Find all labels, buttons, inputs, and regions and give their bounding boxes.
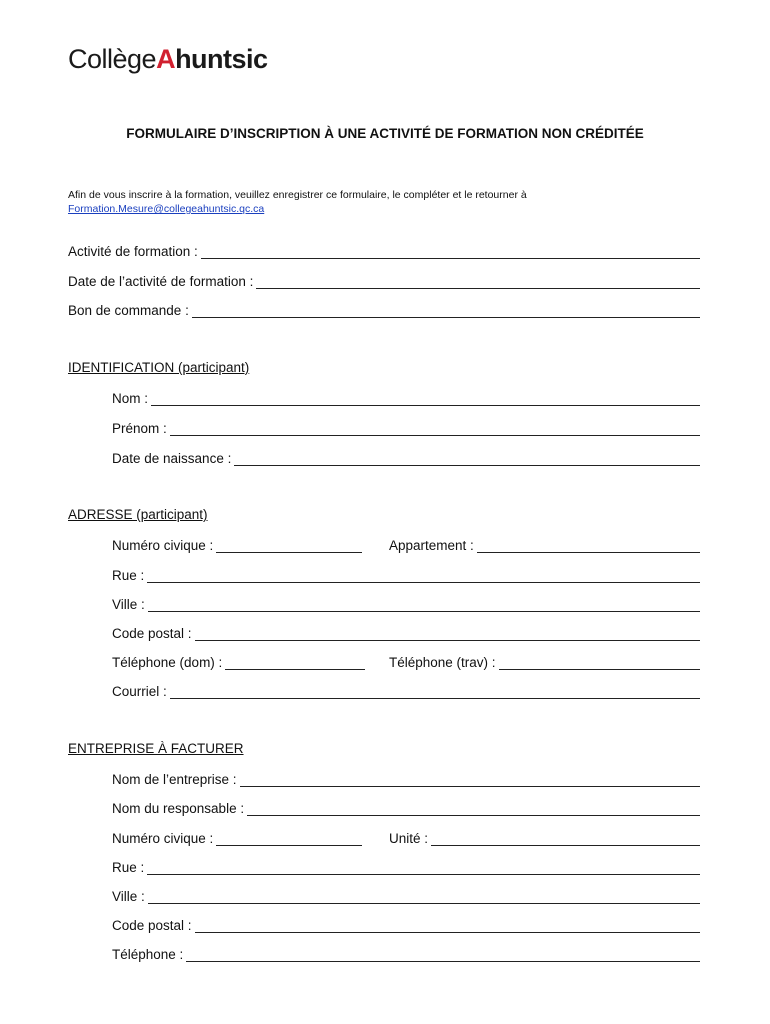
field-nom-entreprise[interactable]	[112, 769, 700, 787]
fill-line[interactable]	[225, 656, 365, 670]
field-label: Date de naissance :	[112, 451, 232, 466]
field-label: Unité :	[389, 831, 429, 846]
fill-line[interactable]	[216, 539, 362, 553]
fill-line[interactable]	[234, 452, 700, 466]
field-entreprise-numero-civique[interactable]	[112, 828, 370, 846]
field-label: Téléphone (trav) :	[389, 655, 496, 670]
fill-line[interactable]	[170, 422, 700, 436]
field-label: Code postal :	[112, 626, 192, 641]
fill-line[interactable]	[201, 245, 700, 259]
fill-line[interactable]	[151, 392, 700, 406]
field-appartement[interactable]	[389, 535, 700, 553]
fill-line[interactable]	[216, 832, 362, 846]
fill-line[interactable]	[431, 832, 700, 846]
field-label: Ville :	[112, 597, 145, 612]
field-label: Ville :	[112, 889, 145, 904]
field-date-naissance[interactable]	[112, 448, 700, 466]
field-courriel[interactable]	[112, 681, 700, 699]
field-label: Bon de commande :	[68, 303, 189, 318]
field-label: Activité de formation :	[68, 244, 198, 259]
college-logo	[68, 44, 268, 75]
form-title: FORMULAIRE D’INSCRIPTION À UNE ACTIVITÉ DE FORMATION NON CRÉDITÉE	[126, 126, 644, 141]
field-label: Appartement :	[389, 538, 474, 553]
field-nom-responsable[interactable]	[112, 798, 700, 816]
intro-paragraph	[68, 188, 708, 216]
field-label: Nom de l’entreprise :	[112, 772, 237, 787]
field-label: Nom du responsable :	[112, 801, 245, 816]
fill-line[interactable]	[247, 802, 700, 816]
logo-word-college: Collège	[68, 44, 157, 74]
field-label: Date de l’activité de formation :	[68, 274, 254, 289]
field-numero-civique[interactable]	[112, 535, 370, 553]
fill-line[interactable]	[195, 627, 700, 641]
field-bon-commande[interactable]	[68, 300, 700, 318]
field-telephone-trav[interactable]	[389, 652, 700, 670]
section-entreprise: ENTREPRISE À FACTURER	[68, 741, 244, 756]
field-label: Rue :	[112, 860, 145, 875]
field-code-postal[interactable]	[112, 623, 700, 641]
field-prenom[interactable]	[112, 418, 700, 436]
field-ville[interactable]	[112, 594, 700, 612]
field-label: Courriel :	[112, 684, 167, 699]
field-entreprise-ville[interactable]	[112, 886, 700, 904]
fill-line[interactable]	[170, 685, 700, 699]
field-telephone-dom[interactable]	[112, 652, 370, 670]
field-date-activite[interactable]	[68, 271, 700, 289]
field-activite[interactable]	[68, 241, 700, 259]
field-entreprise-code-postal[interactable]	[112, 915, 700, 933]
field-label: Code postal :	[112, 918, 192, 933]
logo-word-huntsic: huntsic	[175, 44, 268, 74]
field-entreprise-rue[interactable]	[112, 857, 700, 875]
field-unite[interactable]	[389, 828, 700, 846]
field-rue[interactable]	[112, 565, 700, 583]
fill-line[interactable]	[195, 919, 700, 933]
fill-line[interactable]	[499, 656, 700, 670]
fill-line[interactable]	[186, 948, 700, 962]
field-label: Numéro civique :	[112, 831, 214, 846]
section-adresse: ADRESSE (participant)	[68, 507, 208, 522]
email-link[interactable]: Formation.Mesure@collegeahuntsic.qc.ca	[68, 203, 265, 215]
section-identification: IDENTIFICATION (participant)	[68, 360, 250, 375]
fill-line[interactable]	[148, 890, 700, 904]
fill-line[interactable]	[477, 539, 700, 553]
field-label: Téléphone (dom) :	[112, 655, 223, 670]
field-label: Téléphone :	[112, 947, 184, 962]
field-entreprise-telephone[interactable]	[112, 944, 700, 962]
fill-line[interactable]	[192, 304, 700, 318]
fill-line[interactable]	[147, 569, 700, 583]
logo-letter-a: A	[156, 44, 176, 74]
fill-line[interactable]	[147, 861, 700, 875]
field-label: Numéro civique :	[112, 538, 214, 553]
field-nom[interactable]	[112, 388, 700, 406]
field-label: Nom :	[112, 391, 149, 406]
field-label: Rue :	[112, 568, 145, 583]
fill-line[interactable]	[256, 275, 700, 289]
fill-line[interactable]	[240, 773, 700, 787]
fill-line[interactable]	[148, 598, 700, 612]
field-label: Prénom :	[112, 421, 167, 436]
intro-text: Afin de vous inscrire à la formation, veuillez enregistrer ce formulaire, le compléter et le retourner à	[68, 189, 527, 201]
